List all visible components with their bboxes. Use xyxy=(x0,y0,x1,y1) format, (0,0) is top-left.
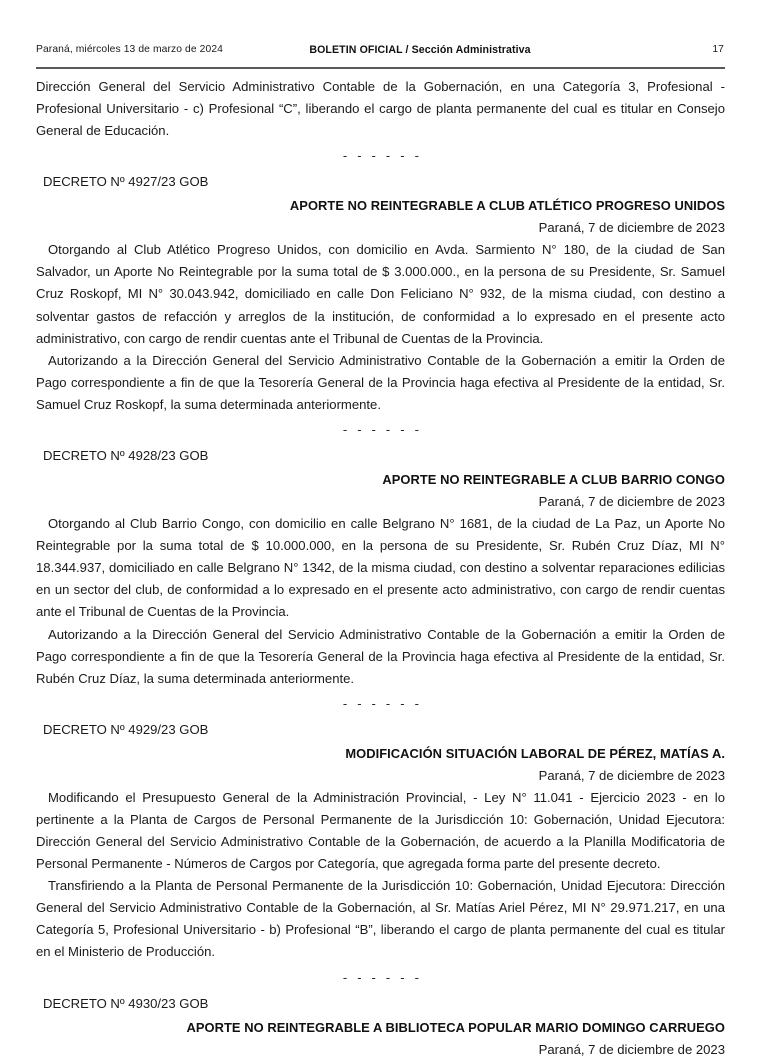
header-divider xyxy=(36,67,725,69)
decree-paragraph: Modificando el Presupuesto General de la Administración Provincial, - Ley N° 11.041 - Ejercicio 2023 - en lo pertinente a la Planta de Cargos de Personal Permanente de la Jurisdicción 10: Gobernación, Unidad Ejecutora: Dirección General del Servicio Administrativo Contable de la Gobernación, de acuerdo a la Planilla Modificatoria de Personal Permanente - Números de Cargos por Categoría, que agregada forma parte del presente decreto. xyxy=(36,789,725,872)
decree-number: DECRETO Nº 4928/23 GOB xyxy=(43,448,209,464)
decree-paragraph: Otorgando al Club Atlético Progreso Unidos, con domicilio en Avda. Sarmiento N° 180, de la ciudad de San Salvador, un Aporte No Reintegrable por la suma total de $ 3.000.000., en la persona de su Presidente, Sr. Samuel Cruz Roskopf, MI N° 30.043.942, domiciliado en calle Don Feliciano N° 932, de la misma ciudad, con destino a solventar gastos de refacción y arreglos de la institución, de conformidad a lo expresado en el presente acto administrativo, con cargo de rendir cuentas ante el Tribunal de Cuentas de la Provincia. xyxy=(36,242,725,346)
decree-paragraph: Otorgando al Club Barrio Congo, con domicilio en calle Belgrano N° 1681, de la ciudad de La Paz, un Aporte No Reintegrable por la suma total de $ 10.000.000, en la persona de su Presidente, Sr. Rubén Cruz Díaz, MI N° 18.344.937, domiciliado en calle Belgrano N° 1342, de la misma ciudad, con destino a solventar reparaciones edilicias en un sector del club, de conformidad a lo expresado en el presente acto administrativo, con cargo de rendir cuentas ante el Tribunal de Cuentas de la Provincia. xyxy=(36,516,725,620)
decree-place-date: Paraná, 7 de diciembre de 2023 xyxy=(538,220,725,236)
decree-place-date: Paraná, 7 de diciembre de 2023 xyxy=(538,767,725,783)
decree-paragraph: Autorizando a la Dirección General del Servicio Administrativo Contable de la Gobernación a emitir la Orden de Pago correspondiente a fin de que la Tesorería General de la Provincia haga efectiva al Presidente de la entidad, Sr. Samuel Cruz Roskopf, la suma determinada anteriormente. xyxy=(36,352,725,412)
section-separator: - - - - - - xyxy=(342,695,423,711)
text-column xyxy=(36,76,725,1061)
section-separator: - - - - - - xyxy=(342,422,423,438)
continued-paragraph: Dirección General del Servicio Administrativo Contable de la Gobernación, en una Categoría 3, Profesional - Profesional Universitario - c) Profesional “C”, liberando el cargo de planta permanente del cual es titular en Consejo General de Educación. xyxy=(36,79,725,139)
decree-block xyxy=(36,443,725,690)
decree-place-date: Paraná, 7 de diciembre de 2023 xyxy=(538,1041,725,1057)
decree-number: DECRETO Nº 4930/23 GOB xyxy=(43,995,209,1011)
decree-paragraph: Autorizando a la Dirección General del Servicio Administrativo Contable de la Gobernación a emitir la Orden de Pago correspondiente a fin de que la Tesorería General de la Provincia haga efectiva al Presidente de la entidad, Sr. Rubén Cruz Díaz, la suma determinada anteriormente. xyxy=(36,626,725,686)
header-date: Paraná, miércoles 13 de marzo de 2024 xyxy=(36,44,223,55)
decree-block xyxy=(36,717,725,964)
section-separator: - - - - - - xyxy=(342,969,423,985)
section-separator: - - - - - - xyxy=(342,148,423,164)
decree-number: DECRETO Nº 4929/23 GOB xyxy=(43,721,209,737)
running-head xyxy=(36,44,724,62)
decree-block xyxy=(36,169,725,416)
decree-title: APORTE NO REINTEGRABLE A BIBLIOTECA POPULAR MARIO DOMINGO CARRUEGO xyxy=(186,1019,725,1035)
decree-title: APORTE NO REINTEGRABLE A CLUB ATLÉTICO PROGRESO UNIDOS xyxy=(289,198,725,214)
decree-block xyxy=(36,991,725,1061)
decree-title: MODIFICACIÓN SITUACIÓN LABORAL DE PÉREZ, MATÍAS A. xyxy=(345,745,725,761)
decree-paragraph: Transfiriendo a la Planta de Personal Permanente de la Jurisdicción 10: Gobernación, Unidad Ejecutora: Dirección General del Servicio Administrativo Contable de la Gobernación, al Sr. Matías Ariel Pérez, MI N° 29.971.217, en una Categoría 5, Profesional Universitario - b) Profesional “B”, liberando el cargo de planta permanente del cual es titular en el Ministerio de Producción. xyxy=(36,878,725,960)
decree-title: APORTE NO REINTEGRABLE A CLUB BARRIO CONGO xyxy=(382,472,725,488)
page-number: 17 xyxy=(712,44,724,55)
decree-place-date: Paraná, 7 de diciembre de 2023 xyxy=(538,494,725,510)
header-publication-title: BOLETIN OFICIAL / Sección Administrativa xyxy=(309,44,531,56)
decree-number: DECRETO Nº 4927/23 GOB xyxy=(43,174,209,190)
